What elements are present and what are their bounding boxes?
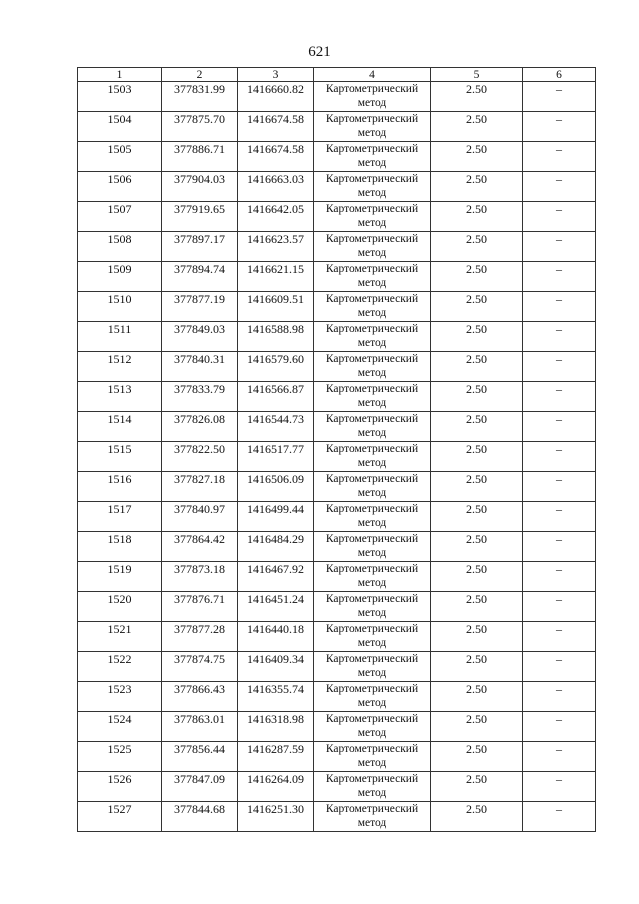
- x-coordinate-cell: 377840.31: [162, 352, 238, 382]
- table-row: [78, 382, 596, 412]
- accuracy-cell: 2.50: [431, 142, 523, 172]
- point-number-cell: 1522: [78, 652, 162, 682]
- note-cell: –: [523, 622, 596, 652]
- x-coordinate-cell: 377847.09: [162, 772, 238, 802]
- x-coordinate-cell: 377886.71: [162, 142, 238, 172]
- table-row: [78, 232, 596, 262]
- point-number-cell: 1503: [78, 82, 162, 112]
- table-row: [78, 532, 596, 562]
- table-row: [78, 82, 596, 112]
- method-cell: Картометрический метод: [314, 262, 431, 292]
- y-coordinate-cell: 1416674.58: [238, 112, 314, 142]
- table-row: [78, 292, 596, 322]
- note-cell: –: [523, 592, 596, 622]
- note-cell: –: [523, 802, 596, 832]
- y-coordinate-cell: 1416484.29: [238, 532, 314, 562]
- y-coordinate-cell: 1416440.18: [238, 622, 314, 652]
- table-row: [78, 652, 596, 682]
- accuracy-cell: 2.50: [431, 382, 523, 412]
- table-row: [78, 112, 596, 142]
- x-coordinate-cell: 377844.68: [162, 802, 238, 832]
- table-row: [78, 472, 596, 502]
- y-coordinate-cell: 1416544.73: [238, 412, 314, 442]
- method-cell: Картометрический метод: [314, 322, 431, 352]
- x-coordinate-cell: 377822.50: [162, 442, 238, 472]
- note-cell: –: [523, 502, 596, 532]
- point-number-cell: 1512: [78, 352, 162, 382]
- y-coordinate-cell: 1416579.60: [238, 352, 314, 382]
- note-cell: –: [523, 742, 596, 772]
- table-row: [78, 202, 596, 232]
- point-number-cell: 1517: [78, 502, 162, 532]
- note-cell: –: [523, 472, 596, 502]
- y-coordinate-cell: 1416264.09: [238, 772, 314, 802]
- method-cell: Картометрический метод: [314, 502, 431, 532]
- note-cell: –: [523, 172, 596, 202]
- y-coordinate-cell: 1416623.57: [238, 232, 314, 262]
- method-cell: Картометрический метод: [314, 232, 431, 262]
- page-number: 621: [308, 44, 331, 60]
- accuracy-cell: 2.50: [431, 682, 523, 712]
- method-cell: Картометрический метод: [314, 592, 431, 622]
- column-header-1: 1: [78, 68, 162, 82]
- x-coordinate-cell: 377873.18: [162, 562, 238, 592]
- x-coordinate-cell: 377897.17: [162, 232, 238, 262]
- y-coordinate-cell: 1416517.77: [238, 442, 314, 472]
- table-row: [78, 352, 596, 382]
- y-coordinate-cell: 1416642.05: [238, 202, 314, 232]
- accuracy-cell: 2.50: [431, 82, 523, 112]
- point-number-cell: 1518: [78, 532, 162, 562]
- table-row: [78, 142, 596, 172]
- accuracy-cell: 2.50: [431, 802, 523, 832]
- point-number-cell: 1510: [78, 292, 162, 322]
- method-cell: Картометрический метод: [314, 142, 431, 172]
- method-cell: Картометрический метод: [314, 802, 431, 832]
- accuracy-cell: 2.50: [431, 412, 523, 442]
- table-row: [78, 712, 596, 742]
- x-coordinate-cell: 377833.79: [162, 382, 238, 412]
- table-row: [78, 562, 596, 592]
- point-number-cell: 1509: [78, 262, 162, 292]
- note-cell: –: [523, 202, 596, 232]
- accuracy-cell: 2.50: [431, 232, 523, 262]
- table-row: [78, 622, 596, 652]
- method-cell: Картометрический метод: [314, 292, 431, 322]
- method-cell: Картометрический метод: [314, 352, 431, 382]
- table-row: [78, 592, 596, 622]
- accuracy-cell: 2.50: [431, 712, 523, 742]
- accuracy-cell: 2.50: [431, 112, 523, 142]
- x-coordinate-cell: 377831.99: [162, 82, 238, 112]
- accuracy-cell: 2.50: [431, 262, 523, 292]
- point-number-cell: 1516: [78, 472, 162, 502]
- note-cell: –: [523, 292, 596, 322]
- note-cell: –: [523, 352, 596, 382]
- point-number-cell: 1514: [78, 412, 162, 442]
- method-cell: Картометрический метод: [314, 562, 431, 592]
- note-cell: –: [523, 772, 596, 802]
- note-cell: –: [523, 562, 596, 592]
- note-cell: –: [523, 142, 596, 172]
- point-number-cell: 1523: [78, 682, 162, 712]
- y-coordinate-cell: 1416621.15: [238, 262, 314, 292]
- accuracy-cell: 2.50: [431, 202, 523, 232]
- note-cell: –: [523, 682, 596, 712]
- accuracy-cell: 2.50: [431, 562, 523, 592]
- y-coordinate-cell: 1416467.92: [238, 562, 314, 592]
- x-coordinate-cell: 377826.08: [162, 412, 238, 442]
- column-header-3: 3: [238, 68, 314, 82]
- accuracy-cell: 2.50: [431, 652, 523, 682]
- method-cell: Картометрический метод: [314, 622, 431, 652]
- x-coordinate-cell: 377894.74: [162, 262, 238, 292]
- point-number-cell: 1525: [78, 742, 162, 772]
- y-coordinate-cell: 1416566.87: [238, 382, 314, 412]
- point-number-cell: 1526: [78, 772, 162, 802]
- point-number-cell: 1521: [78, 622, 162, 652]
- method-cell: Картометрический метод: [314, 742, 431, 772]
- point-number-cell: 1520: [78, 592, 162, 622]
- note-cell: –: [523, 412, 596, 442]
- accuracy-cell: 2.50: [431, 742, 523, 772]
- x-coordinate-cell: 377875.70: [162, 112, 238, 142]
- x-coordinate-cell: 377863.01: [162, 712, 238, 742]
- table-row: [78, 802, 596, 832]
- accuracy-cell: 2.50: [431, 772, 523, 802]
- y-coordinate-cell: 1416355.74: [238, 682, 314, 712]
- accuracy-cell: 2.50: [431, 292, 523, 322]
- accuracy-cell: 2.50: [431, 592, 523, 622]
- note-cell: –: [523, 442, 596, 472]
- y-coordinate-cell: 1416506.09: [238, 472, 314, 502]
- point-number-cell: 1515: [78, 442, 162, 472]
- point-number-cell: 1504: [78, 112, 162, 142]
- x-coordinate-cell: 377877.19: [162, 292, 238, 322]
- y-coordinate-cell: 1416499.44: [238, 502, 314, 532]
- method-cell: Картометрический метод: [314, 472, 431, 502]
- y-coordinate-cell: 1416287.59: [238, 742, 314, 772]
- point-number-cell: 1527: [78, 802, 162, 832]
- y-coordinate-cell: 1416588.98: [238, 322, 314, 352]
- x-coordinate-cell: 377904.03: [162, 172, 238, 202]
- note-cell: –: [523, 322, 596, 352]
- table-row: [78, 772, 596, 802]
- coordinates-table: [77, 67, 596, 832]
- accuracy-cell: 2.50: [431, 472, 523, 502]
- table-row: [78, 442, 596, 472]
- point-number-cell: 1507: [78, 202, 162, 232]
- method-cell: Картометрический метод: [314, 172, 431, 202]
- table-row: [78, 172, 596, 202]
- y-coordinate-cell: 1416674.58: [238, 142, 314, 172]
- point-number-cell: 1505: [78, 142, 162, 172]
- point-number-cell: 1511: [78, 322, 162, 352]
- y-coordinate-cell: 1416318.98: [238, 712, 314, 742]
- x-coordinate-cell: 377876.71: [162, 592, 238, 622]
- method-cell: Картометрический метод: [314, 412, 431, 442]
- accuracy-cell: 2.50: [431, 532, 523, 562]
- accuracy-cell: 2.50: [431, 172, 523, 202]
- point-number-cell: 1508: [78, 232, 162, 262]
- note-cell: –: [523, 262, 596, 292]
- y-coordinate-cell: 1416251.30: [238, 802, 314, 832]
- accuracy-cell: 2.50: [431, 622, 523, 652]
- x-coordinate-cell: 377874.75: [162, 652, 238, 682]
- x-coordinate-cell: 377877.28: [162, 622, 238, 652]
- table-row: [78, 742, 596, 772]
- note-cell: –: [523, 232, 596, 262]
- point-number-cell: 1513: [78, 382, 162, 412]
- y-coordinate-cell: 1416663.03: [238, 172, 314, 202]
- x-coordinate-cell: 377849.03: [162, 322, 238, 352]
- method-cell: Картометрический метод: [314, 382, 431, 412]
- accuracy-cell: 2.50: [431, 502, 523, 532]
- method-cell: Картометрический метод: [314, 532, 431, 562]
- method-cell: Картометрический метод: [314, 712, 431, 742]
- x-coordinate-cell: 377840.97: [162, 502, 238, 532]
- table-row: [78, 502, 596, 532]
- y-coordinate-cell: 1416409.34: [238, 652, 314, 682]
- note-cell: –: [523, 382, 596, 412]
- table-row: [78, 262, 596, 292]
- x-coordinate-cell: 377856.44: [162, 742, 238, 772]
- method-cell: Картометрический метод: [314, 202, 431, 232]
- note-cell: –: [523, 532, 596, 562]
- table-header-row: [78, 68, 596, 82]
- method-cell: Картометрический метод: [314, 442, 431, 472]
- column-header-4: 4: [314, 68, 431, 82]
- accuracy-cell: 2.50: [431, 442, 523, 472]
- table-row: [78, 322, 596, 352]
- method-cell: Картометрический метод: [314, 772, 431, 802]
- note-cell: –: [523, 82, 596, 112]
- note-cell: –: [523, 112, 596, 142]
- point-number-cell: 1506: [78, 172, 162, 202]
- x-coordinate-cell: 377864.42: [162, 532, 238, 562]
- point-number-cell: 1524: [78, 712, 162, 742]
- method-cell: Картометрический метод: [314, 682, 431, 712]
- x-coordinate-cell: 377919.65: [162, 202, 238, 232]
- point-number-cell: 1519: [78, 562, 162, 592]
- table-row: [78, 412, 596, 442]
- accuracy-cell: 2.50: [431, 352, 523, 382]
- accuracy-cell: 2.50: [431, 322, 523, 352]
- x-coordinate-cell: 377827.18: [162, 472, 238, 502]
- column-header-2: 2: [162, 68, 238, 82]
- table-row: [78, 682, 596, 712]
- column-header-5: 5: [431, 68, 523, 82]
- x-coordinate-cell: 377866.43: [162, 682, 238, 712]
- method-cell: Картометрический метод: [314, 82, 431, 112]
- y-coordinate-cell: 1416451.24: [238, 592, 314, 622]
- note-cell: –: [523, 712, 596, 742]
- method-cell: Картометрический метод: [314, 652, 431, 682]
- note-cell: –: [523, 652, 596, 682]
- column-header-6: 6: [523, 68, 596, 82]
- y-coordinate-cell: 1416609.51: [238, 292, 314, 322]
- y-coordinate-cell: 1416660.82: [238, 82, 314, 112]
- method-cell: Картометрический метод: [314, 112, 431, 142]
